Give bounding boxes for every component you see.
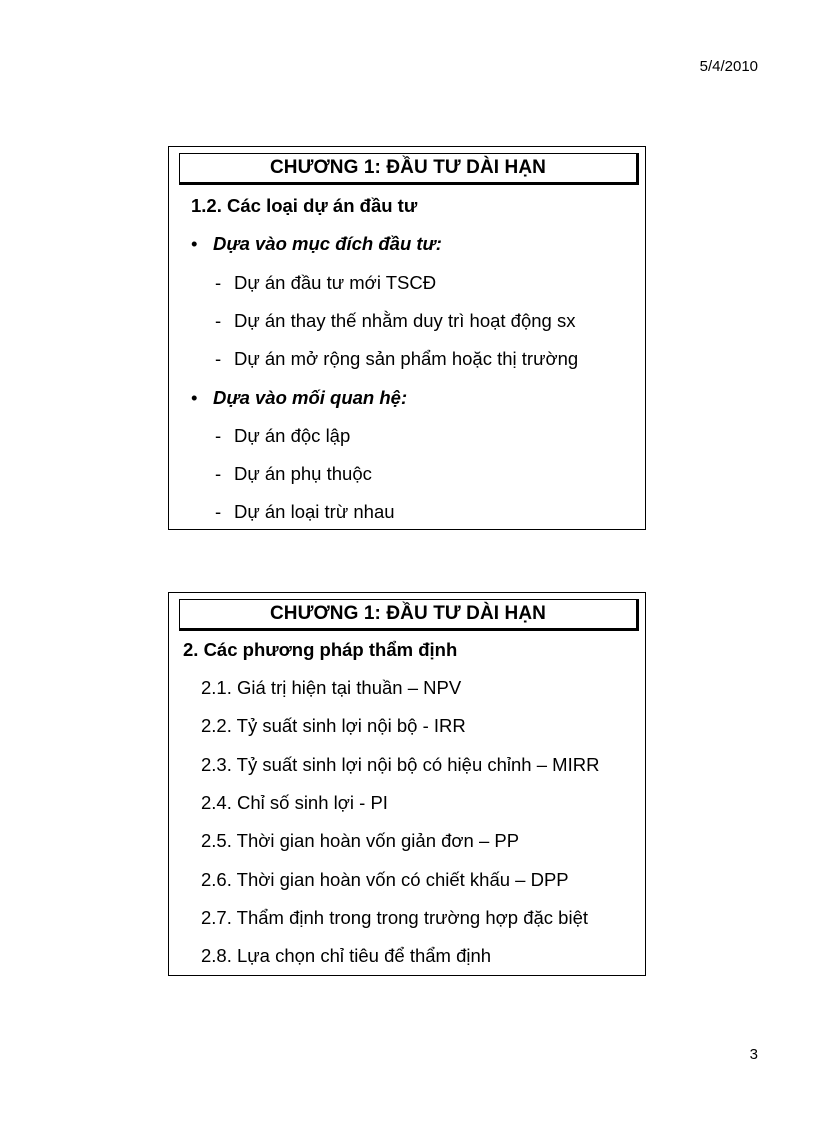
bullet-marker: • (191, 387, 198, 408)
subitem-text: Dự án loại trừ nhau (234, 501, 395, 522)
page-date: 5/4/2010 (699, 58, 758, 75)
bullet-marker: • (191, 233, 198, 254)
dash-marker: - (215, 272, 222, 293)
slide-2-list-item: 2.2. Tỷ suất sinh lợi nội bộ - IRR (201, 715, 466, 736)
slide-2-list-item: 2.4. Chỉ số sinh lợi - PI (201, 792, 388, 813)
slide-2-list-item: 2.1. Giá trị hiện tại thuần – NPV (201, 677, 462, 698)
slide-2-list-item: 2.6. Thời gian hoàn vốn có chiết khấu – DPP (201, 869, 569, 890)
slide-1-bullet-2 (191, 387, 407, 409)
subitem-text: Dự án đầu tư mới TSCĐ (234, 272, 437, 293)
dash-marker: - (215, 463, 222, 484)
slide-1-subitem (215, 272, 436, 294)
slide-2 (168, 592, 646, 976)
dash-marker: - (215, 501, 222, 522)
dash-marker: - (215, 425, 222, 446)
slide-1-subitem (215, 501, 395, 523)
slide-1-section-heading: 1.2. Các loại dự án đầu tư (191, 195, 418, 216)
subitem-text: Dự án độc lập (234, 425, 351, 446)
slide-2-list-item: 2.3. Tỷ suất sinh lợi nội bộ có hiệu chỉnh – MIRR (201, 754, 600, 775)
slide-1-title: CHƯƠNG 1: ĐẦU TƯ DÀI HẠN (179, 153, 639, 185)
dash-marker: - (215, 348, 222, 369)
slide-2-list-item: 2.8. Lựa chọn chỉ tiêu để thẩm định (201, 945, 492, 966)
slide-1-subitem (215, 463, 372, 485)
dash-marker: - (215, 310, 222, 331)
slide-1-bullet-1 (191, 233, 442, 255)
slide-2-section-heading: 2. Các phương pháp thẩm định (183, 639, 458, 660)
slide-2-list-item: 2.7. Thẩm định trong trong trường hợp đặc biệt (201, 907, 589, 928)
bullet-label: Dựa vào mối quan hệ: (213, 387, 408, 408)
slide-2-list-item: 2.5. Thời gian hoàn vốn giản đơn – PP (201, 830, 520, 851)
slide-2-title: CHƯƠNG 1: ĐẦU TƯ DÀI HẠN (179, 599, 639, 631)
slide-1-subitem (215, 348, 578, 370)
slide-1-subitem (215, 425, 350, 447)
slide-1-subitem (215, 310, 575, 332)
subitem-text: Dự án mở rộng sản phẩm hoặc thị trường (234, 348, 579, 369)
page-number: 3 (749, 1046, 758, 1063)
bullet-label: Dựa vào mục đích đầu tư: (213, 233, 442, 254)
subitem-text: Dự án phụ thuộc (234, 463, 372, 484)
subitem-text: Dự án thay thế nhằm duy trì hoạt động sx (234, 310, 576, 331)
slide-1 (168, 146, 646, 530)
